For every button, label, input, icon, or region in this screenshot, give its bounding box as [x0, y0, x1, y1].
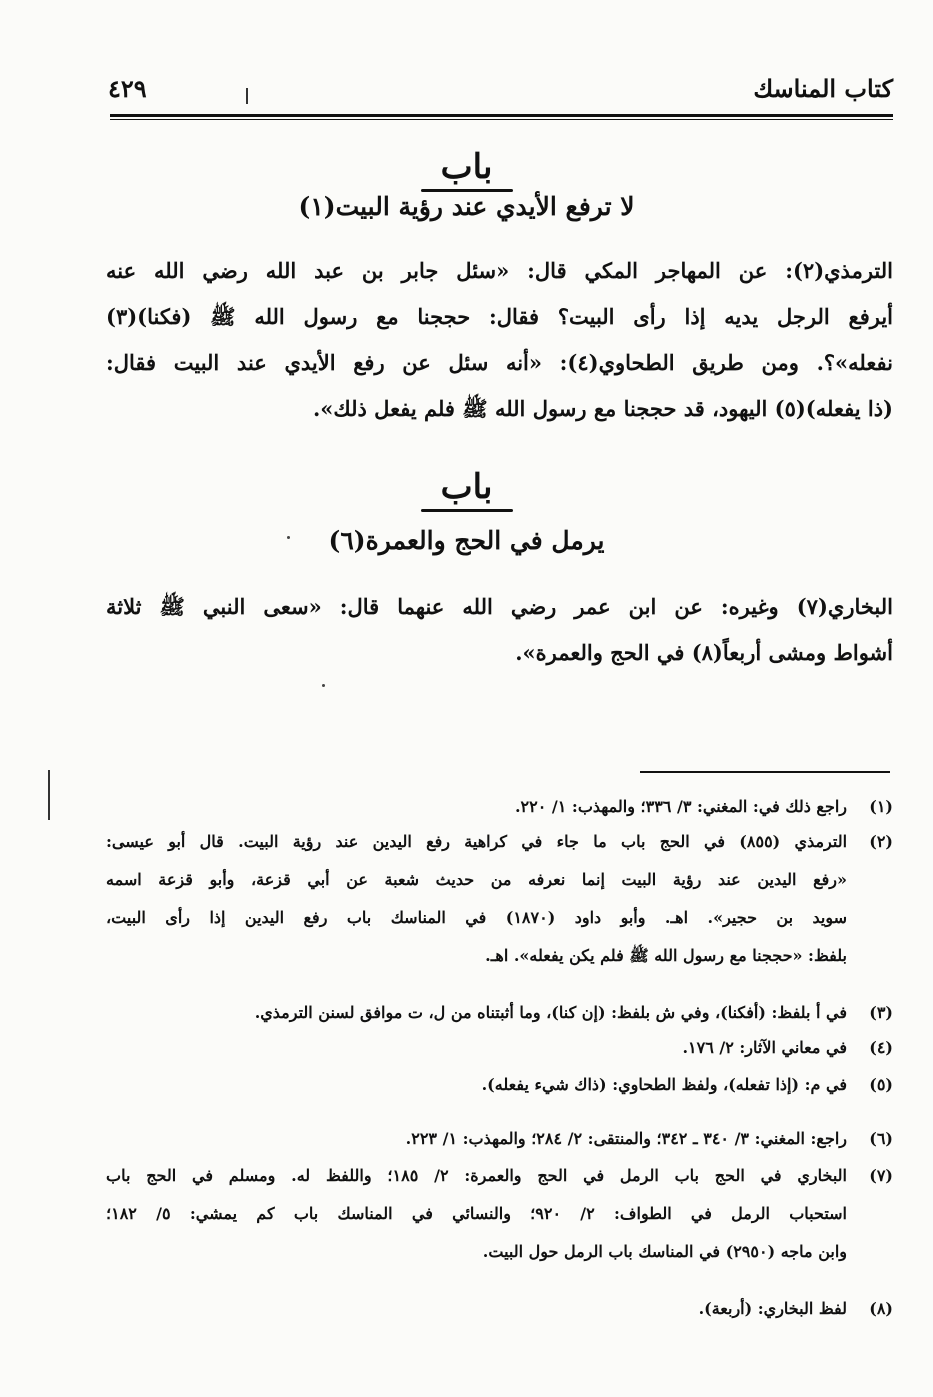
- footnote-number: (٧): [869, 1166, 893, 1185]
- page-number: ٤٢٩: [108, 74, 147, 103]
- scan-speck: [322, 684, 325, 687]
- footnote-5: [106, 1066, 893, 1104]
- section-1-bab-heading: باب: [440, 147, 493, 187]
- footnote-line: الترمذي (٨٥٥) في الحج باب ما جاء في كراهية رفع اليدين عند رؤية البيت. قال أبو عيسى:: [106, 832, 847, 851]
- footnote-8: [106, 1290, 893, 1328]
- footnote-4: [106, 1029, 893, 1067]
- footnote-line: «رفع اليدين عند رؤية البيت إنما نعرفه من حديث شعبة عن أبي قزعة، وأبو قزعة اسمه: [106, 870, 847, 889]
- footnote-1: [106, 788, 893, 826]
- paragraph-line: أشواط ومشى أربعاً(٨) في الحج والعمرة».: [515, 640, 893, 665]
- section-2-title: يرمل في الحج والعمرة(٦): [328, 526, 605, 555]
- footnote-number: (٣): [869, 1003, 893, 1022]
- footnote-number: (٦): [869, 1129, 893, 1148]
- paragraph-line: أيرفع الرجل يديه إذا رأى البيت؟ فقال: حججنا مع رسول الله ﷺ (فكنا)(٣): [106, 304, 893, 329]
- footnote-7: [106, 1157, 893, 1271]
- scan-mark: [246, 88, 248, 104]
- footnote-line: استحباب الرمل في الطواف: ٢/ ٩٢٠؛ والنسائي في المناسك باب كم يمشي: ٥/ ١٨٢؛: [106, 1204, 847, 1223]
- footnote-line: وابن ماجه (٢٩٥٠) في المناسك باب الرمل حول البيت.: [482, 1242, 847, 1261]
- footnote-line: راجع ذلك في: المغني: ٣/ ٣٣٦؛ والمهذب: ١/ ٢٢٠.: [514, 797, 847, 816]
- footnote-3: [106, 994, 893, 1032]
- section-2-bab-heading: باب: [440, 467, 493, 507]
- section-2-bab-ornament: [421, 509, 513, 512]
- paragraph-line: نفعله»؟. ومن طريق الطحاوي(٤): «أنه سئل عن رفع الأيدي عند البيت فقال:: [106, 350, 893, 375]
- running-header-title: كتاب المناسك: [753, 74, 893, 103]
- footnote-2: [106, 823, 893, 975]
- footnote-line: في م: (إذا تفعله)، ولفظ الطحاوي: (ذاك شيء يفعله).: [481, 1075, 847, 1094]
- footnote-number: (٥): [869, 1075, 893, 1094]
- section-2-paragraph: [106, 584, 893, 676]
- footnote-separator: [640, 771, 890, 773]
- footnote-number: (٢): [869, 832, 893, 851]
- paragraph-line: (ذا يفعله)(٥) اليهود، قد حججنا مع رسول الله ﷺ فلم يفعل ذلك».: [312, 396, 893, 421]
- footnote-number: (١): [869, 797, 893, 816]
- section-1-paragraph: [106, 248, 893, 432]
- footnote-number: (٨): [869, 1299, 893, 1318]
- footnote-line: في أ بلفظ: (أفكنا)، وفي ش بلفظ: (إن كنا)، وما أثبتناه من ل، ت موافق لسنن الترمذي.: [254, 1003, 847, 1022]
- footnote-number: (٤): [869, 1038, 893, 1057]
- footnote-line: راجع: المغني: ٣/ ٣٤٠ ـ ٣٤٢؛ والمنتقى: ٢/ ٢٨٤؛ والمهذب: ١/ ٢٢٣.: [405, 1129, 847, 1148]
- footnote-line: لفظ البخاري: (أربعة).: [698, 1299, 847, 1318]
- paragraph-line: الترمذي(٢): عن المهاجر المكي قال: «سئل جابر بن عبد الله رضي الله عنه: [106, 258, 893, 283]
- header-rule-thin: [110, 119, 893, 120]
- footnote-line: سويد بن حجير». اهـ. وأبو داود (١٨٧٠) في المناسك باب رفع اليدين إذا رأى البيت،: [106, 908, 847, 927]
- footnote-6: [106, 1120, 893, 1158]
- section-1-title: لا ترفع الأيدي عند رؤية البيت(١): [298, 192, 635, 221]
- footnote-line: البخاري في الحج باب الرمل في الحج والعمرة: ٢/ ١٨٥؛ واللفظ له. ومسلم في الحج باب: [106, 1166, 847, 1185]
- scan-mark: [48, 770, 50, 820]
- scan-speck: [287, 536, 290, 539]
- paragraph-line: البخاري(٧) وغيره: عن ابن عمر رضي الله عنهما قال: «سعى النبي ﷺ ثلاثة: [106, 594, 893, 619]
- footnote-line: في معاني الآثار: ٢/ ١٧٦.: [682, 1038, 847, 1057]
- footnote-line: بلفظ: «حججنا مع رسول الله ﷺ فلم يكن يفعله». اهـ.: [485, 946, 847, 965]
- header-rule: [110, 114, 893, 117]
